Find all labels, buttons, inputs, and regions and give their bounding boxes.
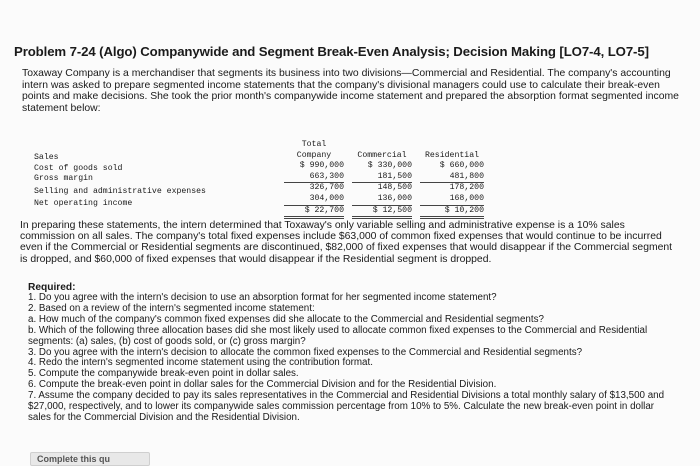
required-list — [28, 293, 678, 424]
residential-selling-admin: 168,000 — [420, 194, 484, 206]
required-item: 3. Do you agree with the intern's decision to allocate the common fixed expenses to the Commercial and Residential segments? — [28, 346, 583, 358]
residential-sales: $ 660,000 — [439, 161, 484, 171]
required-item: 5. Compute the companywide break-even point in dollar sales. — [28, 368, 299, 380]
required-item: 7. Assume the company decided to pay its sales representatives in the Commercial and Residential Divisions a total monthly salary of $13,500 and $27,000, respectively, and to lower its companywide sales commission percentage from 10% to 5%. Calculate the new break-even point in dollar sales for the Commercial Division and the Residential Division. — [28, 390, 665, 423]
residential-header: Residential — [424, 150, 480, 160]
row-label-net-income: Net operating income — [34, 199, 133, 208]
residential-cogs: 481,800 — [420, 172, 484, 184]
intern-notes-paragraph: In preparing these statements, the intern determined that Toxaway's only variable selling and administrative expense is a 10% sales commission on all sales. The company's total fixed expenses include $63,000 of common fixed expenses that would continue to be incurred even if the Commercial or Residential segments are discontinued, $82,000 of fixed expenses that would disappear if the Commercial segment is dropped, and $60,000 of fixed expenses that would disappear if the Residential segment is dropped. — [20, 220, 673, 265]
required-item: 4. Redo the intern's segmented income statement using the contribution format. — [28, 357, 373, 369]
required-item: a. How much of the company's common fixed expenses did she allocate to the Commercial and Residential segments? — [28, 313, 544, 325]
total-gross-margin: 326,700 — [309, 183, 344, 193]
problem-title: Problem 7-24 (Algo) Companywide and Segment Break-Even Analysis; Decision Making [LO7-4, LO7-5] — [14, 44, 649, 59]
total-header-line2: Company — [296, 150, 332, 160]
total-sales: $ 990,000 — [299, 161, 344, 171]
intro-paragraph: Toxaway Company is a merchandiser that segments its business into two divisions—Commercial and Residential. The company's accounting intern was asked to prepare segmented income statements that the company's divisional managers could use to calculate their break-even points and make decisions. She took the prior month's companywide income statement and prepared the absorption format segmented income statement below: — [22, 68, 679, 114]
required-heading: Required: — [28, 282, 76, 293]
row-label-selling-admin: Selling and administrative expenses — [34, 187, 206, 196]
row-label-cogs: Cost of goods sold — [34, 164, 123, 173]
commercial-selling-admin: 136,000 — [352, 194, 412, 206]
complete-question-button[interactable]: Complete this qu — [30, 452, 150, 466]
row-label-gross-margin: Gross margin — [34, 174, 93, 183]
required-item: 2. Based on a review of the intern's segmented income statement: — [28, 302, 315, 314]
column-commercial — [352, 151, 412, 220]
total-net-income: $ 22,700 — [284, 206, 344, 220]
commercial-header: Commercial — [357, 150, 407, 160]
residential-gross-margin: 178,200 — [449, 183, 484, 193]
total-cogs: 663,300 — [284, 172, 344, 184]
column-residential — [420, 151, 484, 220]
required-item: b. Which of the following three allocation bases did she most likely used to allocate common fixed expenses to the Commercial and Residential segments: (a) sales, (b) cost of goods sold, or (c) gross margin? — [28, 324, 648, 347]
commercial-net-income: $ 12,500 — [352, 206, 412, 220]
commercial-cogs: 181,500 — [352, 172, 412, 184]
residential-net-income: $ 10,200 — [420, 206, 484, 220]
row-label-sales: Sales — [34, 153, 59, 162]
commercial-gross-margin: 148,500 — [377, 183, 412, 193]
required-item: 1. Do you agree with the intern's decision to use an absorption format for her segmented income statement? — [28, 292, 497, 303]
column-total-company — [284, 140, 344, 219]
total-header-line1: Total — [301, 140, 327, 149]
required-item: 6. Compute the break-even point in dollar sales for the Commercial Division and for the Residential Division. — [28, 379, 497, 391]
segmented-income-statement — [34, 140, 494, 224]
total-selling-admin: 304,000 — [284, 194, 344, 206]
commercial-sales: $ 330,000 — [367, 161, 412, 171]
